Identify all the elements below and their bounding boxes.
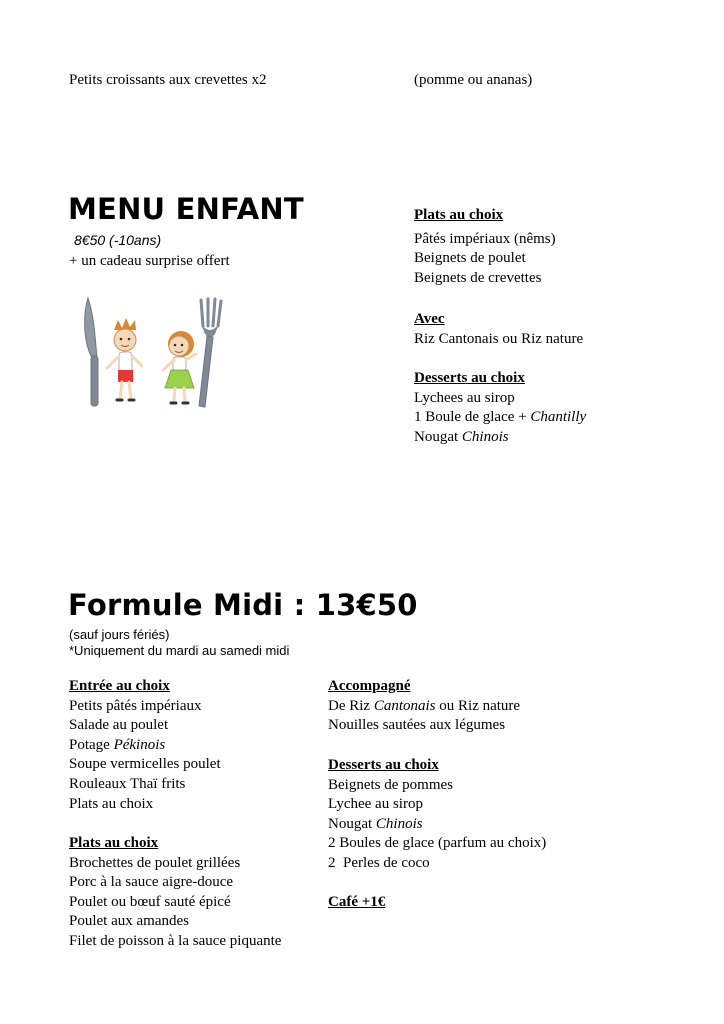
list-item: Beignets de crevettes — [414, 269, 542, 286]
cafe-option: Café +1€ — [328, 894, 386, 910]
formule-midi-title: Formule Midi : 13€50 — [68, 588, 418, 622]
menu-enfant-price: 8€50 (-10ans) — [74, 232, 162, 248]
list-item: Riz Cantonais ou Riz nature — [414, 330, 584, 347]
list-item: Porc à la sauce aigre-douce — [69, 874, 234, 891]
section-heading: Plats au choix — [69, 835, 159, 851]
list-item: Potage Pékinois — [69, 736, 166, 753]
section-heading: Accompagné — [328, 678, 411, 694]
list-item: Nougat Chinois — [414, 428, 509, 445]
plats-section — [69, 834, 281, 952]
accompagne-section — [328, 677, 520, 736]
list-item: Lychees au sirop — [414, 389, 515, 406]
list-item: 1 Boule de glace + Chantilly — [414, 409, 587, 426]
top-left-item: Petits croissants aux crevettes x2 — [69, 72, 267, 88]
list-item: Soupe vermicelles poulet — [69, 756, 221, 773]
section-heading: Desserts au choix — [328, 757, 439, 773]
section-heading: Plats au choix — [414, 207, 504, 223]
list-item: Beignets de pommes — [328, 776, 453, 793]
list-item: Beignets de poulet — [414, 250, 526, 267]
list-item: 2 Boules de glace (parfum au choix) — [328, 835, 547, 852]
boy-figure — [107, 318, 142, 400]
knife-icon — [85, 298, 98, 406]
list-item: Nouilles sautées aux légumes — [328, 717, 506, 734]
list-item: Petits pâtés impériaux — [69, 697, 202, 714]
entree-section — [69, 677, 221, 814]
section-heading: Desserts au choix — [414, 370, 525, 386]
list-item: Filet de poisson à la sauce piquante — [69, 932, 282, 949]
section-heading: Entrée au choix — [69, 678, 170, 694]
formule-midi-notes — [69, 627, 289, 658]
note-holidays: (sauf jours fériés) — [69, 627, 170, 642]
menu-enfant-plats-section — [414, 206, 556, 288]
list-item: Salade au poulet — [69, 717, 169, 734]
list-item: Poulet ou bœuf sauté épicé — [69, 893, 231, 910]
children-cutlery-illustration — [80, 296, 230, 412]
list-item: Rouleaux Thaï frits — [69, 775, 186, 792]
fork-icon — [199, 299, 221, 407]
list-item: 2 Perles de coco — [328, 854, 430, 871]
section-heading: Avec — [414, 311, 445, 327]
list-item: Pâtés impériaux (nêms) — [414, 230, 556, 247]
menu-enfant-desserts-section — [414, 369, 586, 447]
list-item: Poulet aux amandes — [69, 913, 189, 930]
list-item: Lychee au sirop — [328, 796, 423, 813]
menu-enfant-avec-section — [414, 310, 583, 349]
menu-enfant-title: MENU ENFANT — [68, 192, 304, 226]
list-item: Nougat Chinois — [328, 815, 423, 832]
list-item: Brochettes de poulet grillées — [69, 854, 241, 871]
top-right-item: (pomme ou ananas) — [414, 72, 533, 88]
list-item: Plats au choix — [69, 795, 154, 812]
menu-enfant-gift: + un cadeau surprise offert — [69, 253, 230, 269]
desserts-section — [328, 756, 546, 874]
note-days: *Uniquement du mardi au samedi midi — [69, 642, 290, 658]
list-item: De Riz Cantonais ou Riz nature — [328, 697, 521, 714]
girl-figure — [163, 331, 196, 403]
